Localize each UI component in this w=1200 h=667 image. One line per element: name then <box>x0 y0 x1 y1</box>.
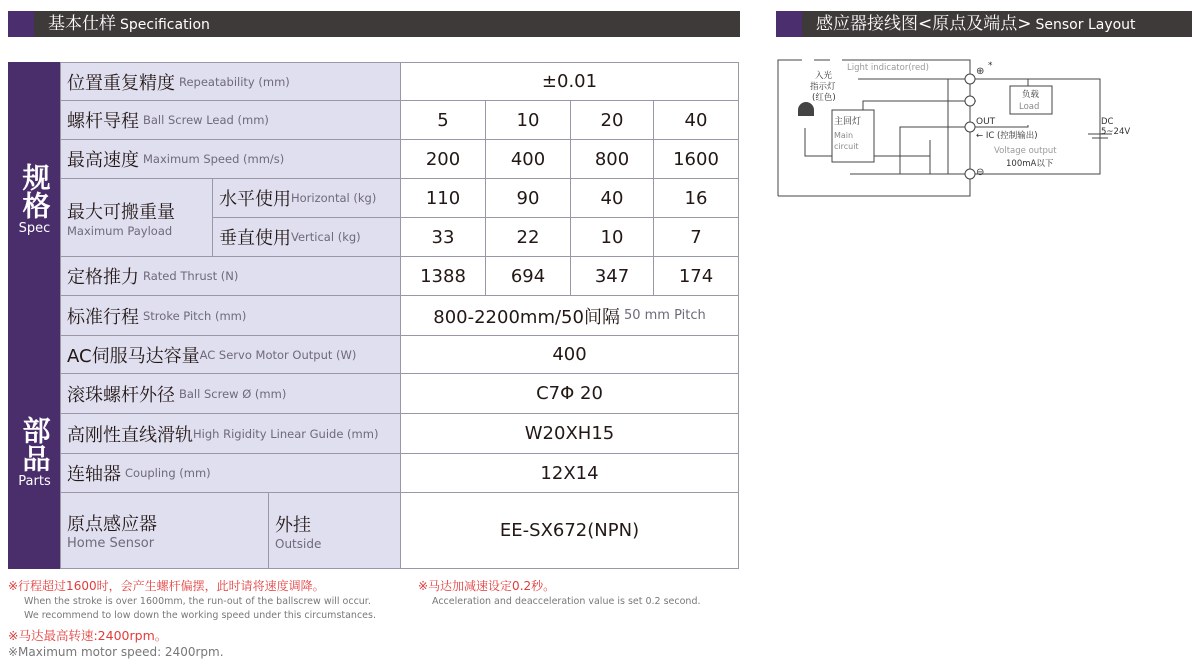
load-zh: 负载 <box>1022 90 1040 100</box>
ic-label: ← IC (控制输出) <box>976 131 1038 141</box>
value-speed: 1600 <box>653 139 739 179</box>
value-thrust: 1388 <box>400 256 486 296</box>
main-label: Main <box>834 131 854 140</box>
label-coupling: 连轴器 Coupling (mm) <box>60 453 401 493</box>
value-horizontal: 16 <box>653 178 739 218</box>
sensor-title: 感应器接线图<原点及端点> <box>816 14 1032 34</box>
main-circuit-zh: 主回灯 <box>834 117 862 127</box>
star-mark: * <box>988 61 993 71</box>
label-thrust: 定格推力 Rated Thrust (N) <box>60 256 401 296</box>
circuit-label: circuit <box>834 142 859 151</box>
spec-title-en: Specification <box>120 17 210 33</box>
value-lead: 10 <box>485 100 571 140</box>
label-lead: 螺杆导程 Ball Screw Lead (mm) <box>60 100 401 140</box>
value-guide: W20XH15 <box>400 413 739 454</box>
value-thrust: 694 <box>485 256 571 296</box>
value-vertical: 10 <box>570 217 654 257</box>
value-lead: 40 <box>653 100 739 140</box>
in-light-label: 入光 <box>815 71 833 81</box>
label-repeatability: 位置重复精度 Repeatability (mm) <box>60 62 401 101</box>
indicator-label: 指示灯 <box>810 82 836 92</box>
value-lead: 5 <box>400 100 486 140</box>
sensor-title-en: Sensor Layout <box>1035 17 1136 33</box>
value-vertical: 22 <box>485 217 571 257</box>
value-screw: C7Φ 20 <box>400 373 739 414</box>
value-coupling: 12X14 <box>400 453 739 493</box>
load-en: Load <box>1019 102 1040 112</box>
value-horizontal: 40 <box>570 178 654 218</box>
label-home: 原点感应器 Home Sensor <box>60 492 269 569</box>
group-spec: 规格 Spec <box>8 62 61 336</box>
spec-title: 基本仕样 <box>48 14 116 34</box>
note-accel: ※马达加减速设定0.2秒。 <box>418 579 556 593</box>
note-motor-speed-en: ※Maximum motor speed: 2400rpm. <box>8 645 224 659</box>
value-thrust: 174 <box>653 256 739 296</box>
label-speed: 最高速度 Maximum Speed (mm/s) <box>60 139 401 179</box>
note-stroke-en2: We recommend to low down the working speed under this circumstances. <box>24 610 376 621</box>
light-indicator-label: Light indicator(red) <box>847 63 929 73</box>
label-payload: 最大可搬重量 Maximum Payload <box>60 178 213 257</box>
note-motor-speed: ※马达最高转速:2400rpm。 <box>8 628 168 643</box>
value-horizontal: 110 <box>400 178 486 218</box>
plus-terminal: ⊕ <box>976 66 985 77</box>
label-vertical: 垂直使用 Vertical (kg) <box>212 217 401 257</box>
value-horizontal: 90 <box>485 178 571 218</box>
red-label: (红色) <box>812 93 836 103</box>
note-stroke: ※行程超过1600时，会产生螺杆偏摆，此时请将速度调降。 <box>8 579 325 593</box>
label-guide: 高刚性直线滑轨 High Rigidity Linear Guide (mm) <box>60 413 401 454</box>
value-vertical: 33 <box>400 217 486 257</box>
value-thrust: 347 <box>570 256 654 296</box>
label-stroke: 标准行程 Stroke Pitch (mm) <box>60 295 401 336</box>
note-stroke-en1: When the stroke is over 1600mm, the run-out of the ballscrew will occur. <box>24 596 371 607</box>
group-parts: 部品 Parts <box>8 335 61 569</box>
voltage-output-label: Voltage output <box>994 146 1057 156</box>
dc-label: DC <box>1101 117 1114 127</box>
value-home: EE-SX672(NPN) <box>400 492 739 569</box>
dc-voltage: 5~24V <box>1101 127 1131 137</box>
value-lead: 20 <box>570 100 654 140</box>
value-motor: 400 <box>400 335 739 374</box>
value-speed: 400 <box>485 139 571 179</box>
value-stroke: 800-2200mm/50间隔 50 mm Pitch <box>400 295 739 336</box>
sensor-wiring-diagram <box>770 50 1200 200</box>
value-speed: 800 <box>570 139 654 179</box>
minus-terminal: ⊖ <box>976 167 985 178</box>
label-horizontal: 水平使用 Horizontal (kg) <box>212 178 401 218</box>
value-speed: 200 <box>400 139 486 179</box>
value-repeatability: ±0.01 <box>400 62 739 101</box>
label-screw: 滚珠螺杆外径 Ball Screw Ø (mm) <box>60 373 401 414</box>
label-motor: AC伺服马达容量 AC Servo Motor Output (W) <box>60 335 401 374</box>
spec-header <box>8 11 740 37</box>
sensor-header <box>776 11 1192 37</box>
current-label: 100mA以下 <box>1006 159 1054 169</box>
label-home-outside: 外挂 Outside <box>268 492 401 569</box>
note-accel-en: Acceleration and deacceleration value is set 0.2 second. <box>432 596 701 607</box>
value-vertical: 7 <box>653 217 739 257</box>
out-terminal: OUT <box>976 117 996 127</box>
